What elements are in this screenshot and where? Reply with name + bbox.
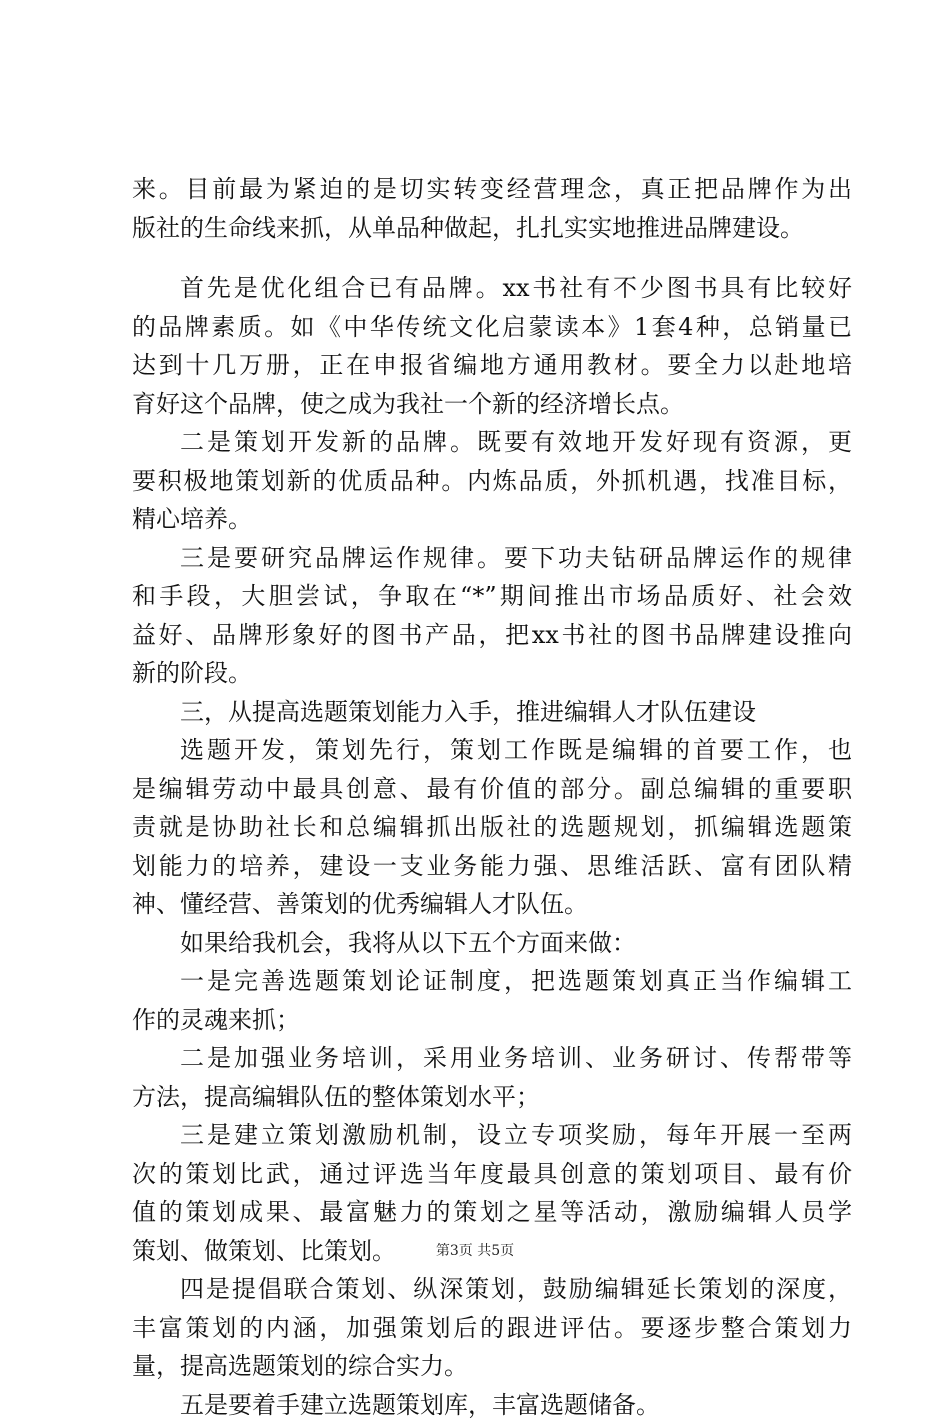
page-footer: 第3页 共5页 [0,1240,950,1260]
paragraph-gap [132,247,852,269]
text-line: 三，从提高选题策划能力入手，推进编辑人才队伍建设 [132,693,852,732]
text-line: 五是要着手建立选题策划库，丰富选题储备。 [132,1386,852,1424]
text-line: 精心培养。 [132,500,852,539]
text-line: 一是完善选题策划论证制度，把选题策划真正当作编辑工 [132,962,852,1001]
text-line: 版社的生命线来抓，从单品种做起，扎扎实实地推进品牌建设。 [132,209,852,248]
text-line: 量，提高选题策划的综合实力。 [132,1347,852,1386]
text-line: 三是要研究品牌运作规律。要下功夫钻研品牌运作的规律 [132,539,852,578]
text-line: 次的策划比武，通过评选当年度最具创意的策划项目、最有价 [132,1155,852,1194]
text-line: 责就是协助社长和总编辑抓出版社的选题规划，抓编辑选题策 [132,808,852,847]
text-line: 划能力的培养，建设一支业务能力强、思维活跃、富有团队精 [132,847,852,886]
text-line: 四是提倡联合策划、纵深策划，鼓励编辑延长策划的深度， [132,1270,852,1309]
text-line: 值的策划成果、最富魅力的策划之星等活动，激励编辑人员学 [132,1193,852,1232]
text-line: 选题开发，策划先行，策划工作既是编辑的首要工作，也 [132,731,852,770]
text-line: 育好这个品牌，使之成为我社一个新的经济增长点。 [132,385,852,424]
text-line: 和手段，大胆尝试，争取在“*”期间推出市场品质好、社会效 [132,577,852,616]
text-line: 首先是优化组合已有品牌。xx书社有不少图书具有比较好 [132,269,852,308]
text-line: 益好、品牌形象好的图书产品，把xx书社的图书品牌建设推向 [132,616,852,655]
text-line: 的品牌素质。如《中华传统文化启蒙读本》1套4种，总销量已 [132,308,852,347]
text-line: 方法，提高编辑队伍的整体策划水平； [132,1078,852,1117]
text-line: 是编辑劳动中最具创意、最有价值的部分。副总编辑的重要职 [132,770,852,809]
text-line: 三是建立策划激励机制，设立专项奖励，每年开展一至两 [132,1116,852,1155]
text-line: 策划、做策划、比策划。 [132,1232,852,1271]
text-line: 新的阶段。 [132,654,852,693]
text-line: 二是加强业务培训，采用业务培训、业务研讨、传帮带等 [132,1039,852,1078]
text-line: 作的灵魂来抓； [132,1001,852,1040]
text-line: 要积极地策划新的优质品种。内炼品质，外抓机遇，找准目标， [132,462,852,501]
text-line: 二是策划开发新的品牌。既要有效地开发好现有资源，更 [132,423,852,462]
text-line: 神、懂经营、善策划的优秀编辑人才队伍。 [132,885,852,924]
text-line: 来。目前最为紧迫的是切实转变经营理念，真正把品牌作为出 [132,170,852,209]
text-line: 如果给我机会，我将从以下五个方面来做： [132,924,852,963]
text-line: 丰富策划的内涵，加强策划后的跟进评估。要逐步整合策划力 [132,1309,852,1348]
text-line: 达到十几万册，正在申报省编地方通用教材。要全力以赴地培 [132,346,852,385]
document-body [132,170,852,1424]
